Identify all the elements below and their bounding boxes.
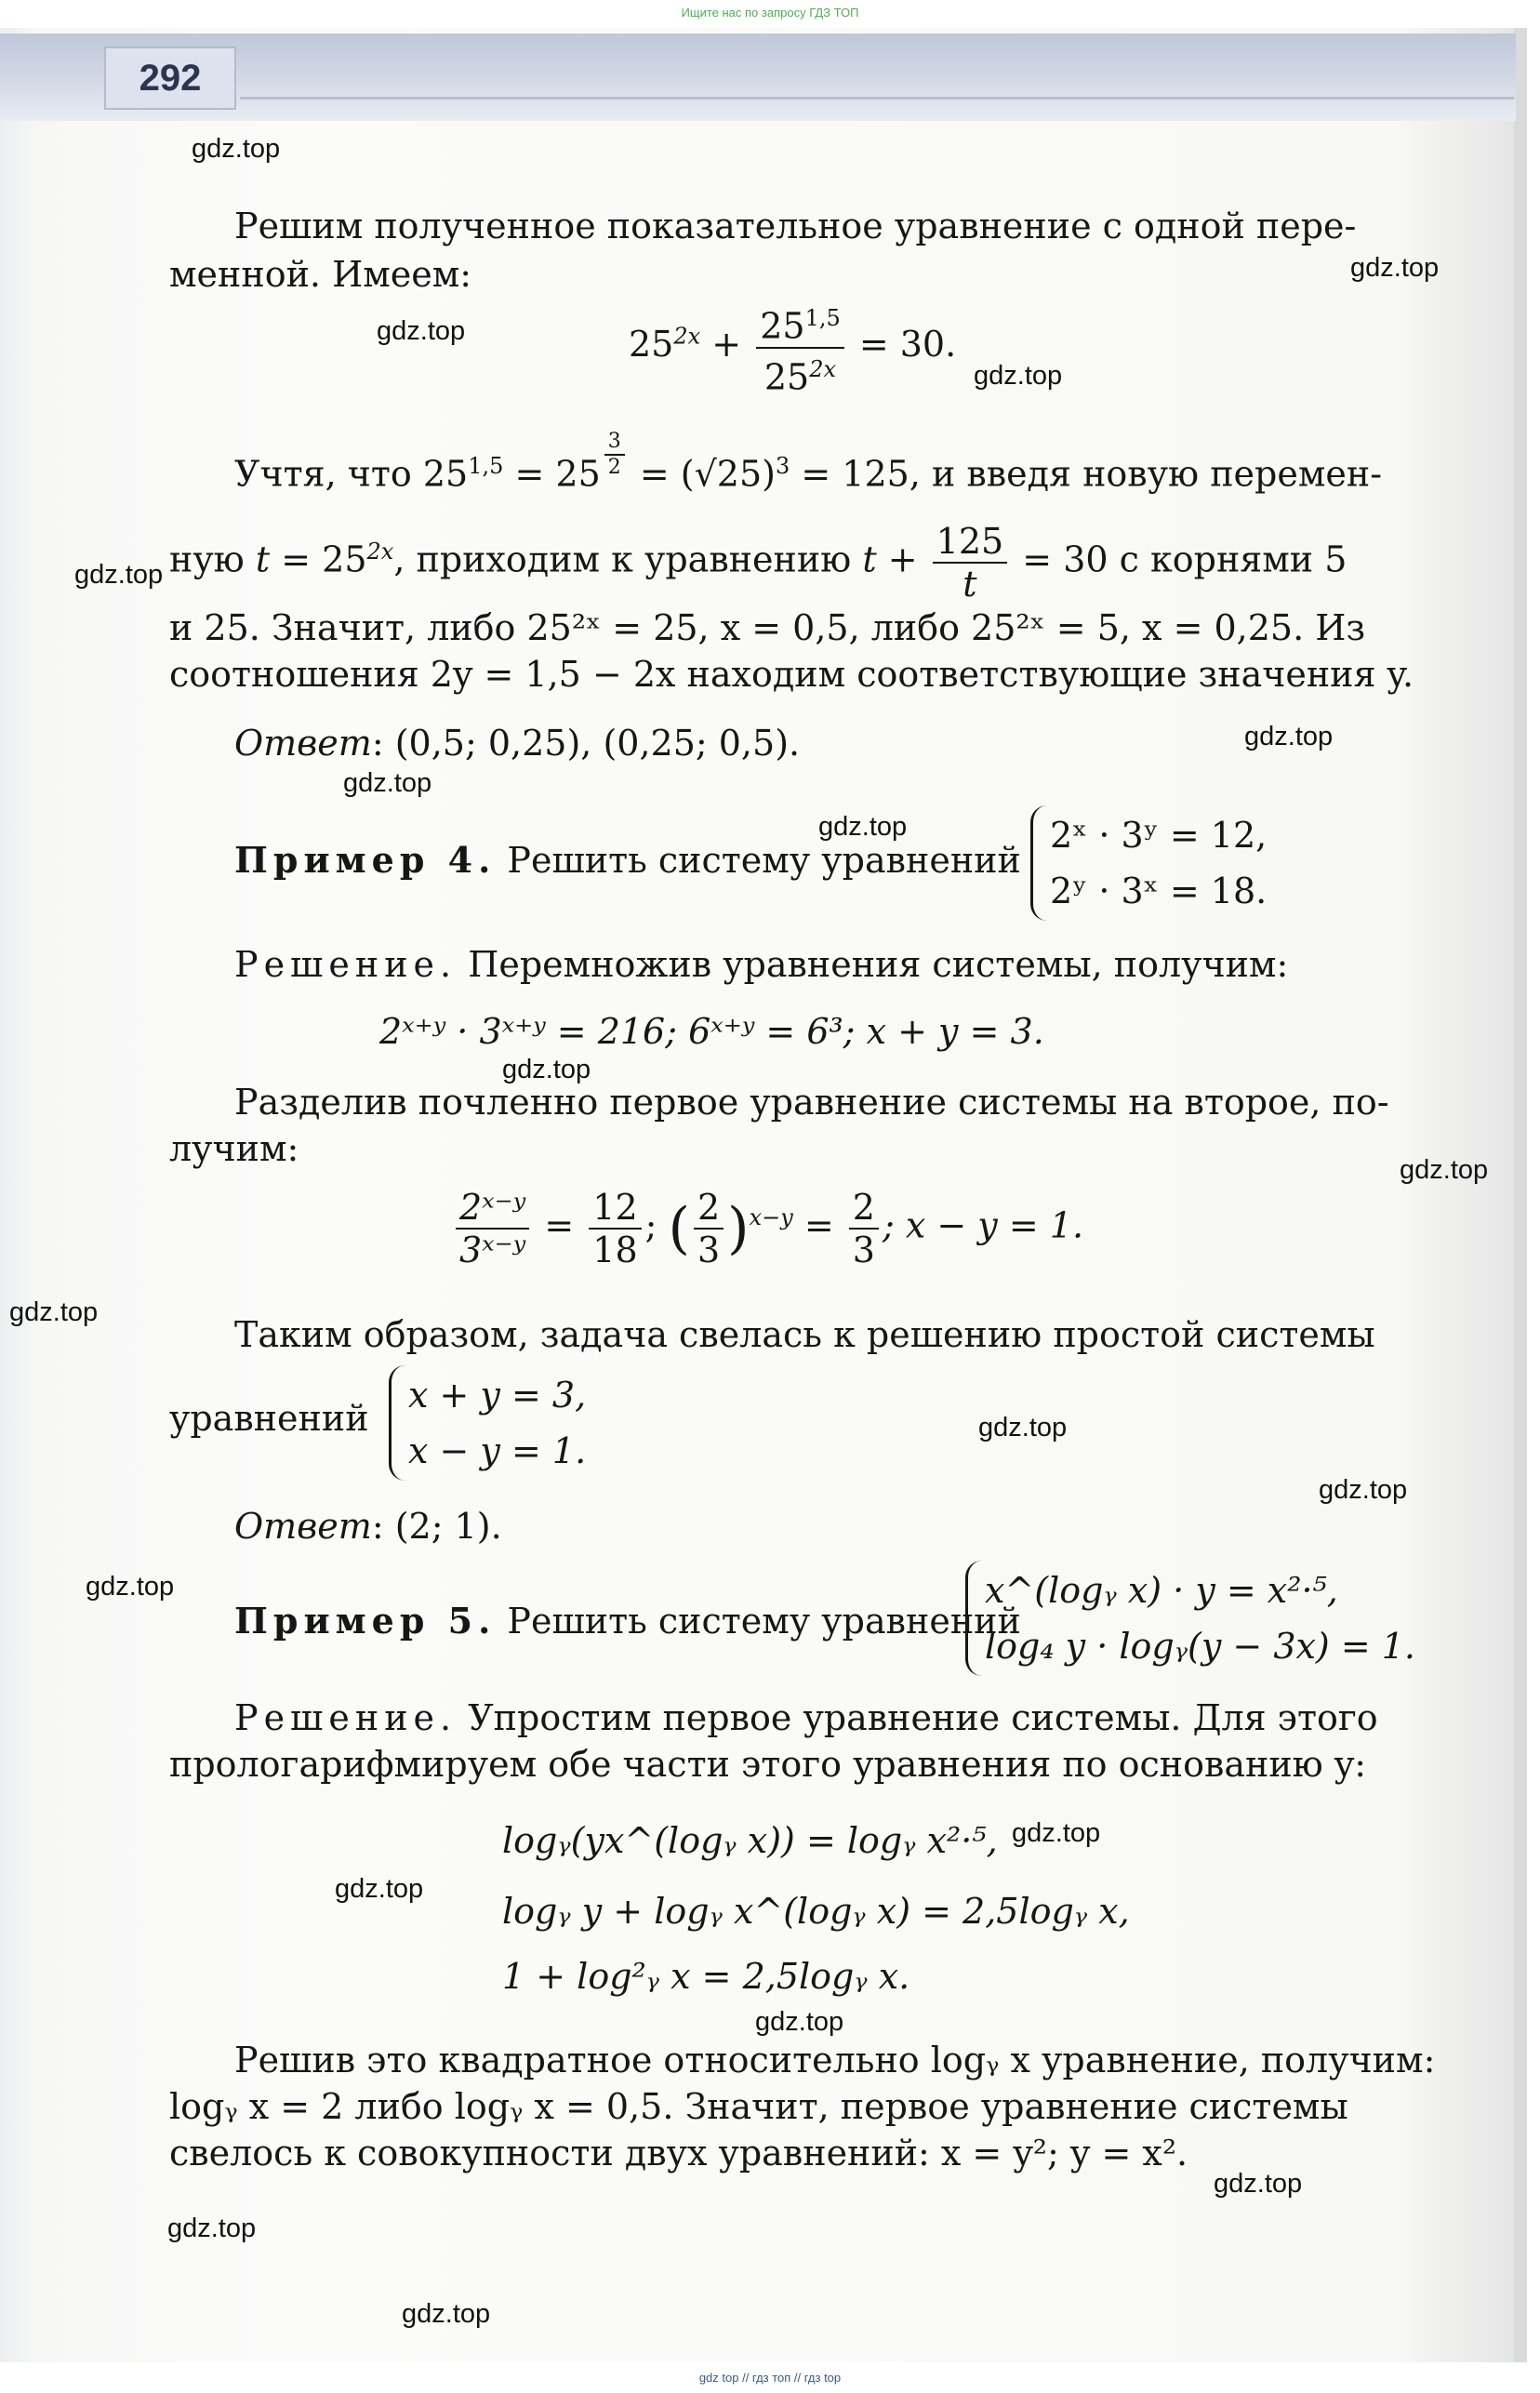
bottom-note: gdz top // гдз топ // гдз top [698,2371,842,2385]
watermark: gdz.top [335,1874,424,1904]
example-5-heading: Пример 5. Решить систему уравнений [234,1600,1021,1642]
solution-4: Решение. Перемножив уравнения системы, получим: [234,944,1289,985]
watermark: gdz.top [167,2214,257,2243]
solution-5: Решение. Упростим первое уравнение системы. Для этого [234,1697,1378,1738]
answer: Ответ: (0,5; 0,25), (0,25; 0,5). [234,723,801,764]
text-line: Таким образом, задача свелась к решению простой системы [234,1314,1375,1355]
watermark: gdz.top [1012,1818,1101,1848]
text-line: и 25. Значит, либо 25²ˣ = 25, x = 0,5, либо 25²ˣ = 5, x = 0,25. Из [169,607,1366,648]
watermark: gdz.top [1350,253,1440,283]
watermark: gdz.top [1319,1475,1408,1505]
text-line: ную $t = 25^{2x}$, приходим к уравнению t + $\frac{125}{t}$ = 30 с корнями 5 [169,521,1348,605]
watermark: gdz.top [1214,2169,1303,2199]
equation: 1 + log²ᵧ x = 2,5logᵧ x. [502,1956,910,1997]
system-ex4: 2ˣ · 3ʸ = 12, 2ʸ · 3ˣ = 18. [1030,805,1267,921]
watermark: gdz.top [192,134,281,164]
system-p3: x + y = 3, x − y = 1. [389,1365,586,1481]
watermark: gdz.top [502,1055,591,1084]
equation: $25^{2x}$ + $\frac{25^{1,5}}{25^{2x}}$ = 30. [629,298,956,397]
watermark: gdz.top [74,560,164,590]
watermark: gdz.top [343,768,432,798]
watermark: gdz.top [402,2299,491,2329]
watermark: gdz.top [755,2007,844,2037]
watermark: gdz.top [974,361,1063,391]
header-divider [240,97,1514,100]
text-line: Решив это квадратное относительно logᵧ x уравнение, получим: [234,2040,1436,2081]
watermark: gdz.top [978,1413,1068,1442]
text-line: Разделив почленно первое уравнение системы на второе, по- [234,1082,1389,1123]
text-line: logᵧ x = 2 либо logᵧ x = 0,5. Значит, первое уравнение системы [169,2086,1348,2127]
top-note: Ищите нас по запросу ГДЗ ТОП [681,6,859,20]
text-line: Решим полученное показательное уравнение с одной пере- [234,206,1357,246]
equation: 2ˣ⁺ʸ · 3ˣ⁺ʸ = 216; 6ˣ⁺ʸ = 6³; x + y = 3. [379,1011,1044,1052]
watermark: gdz.top [9,1297,99,1327]
text-line: Учтя, что 25$^{1,5}$ = 25 $\frac{3}{2}$ = $(√25)^3 = 125$, и введя новую перемен- [234,430,1383,495]
watermark: gdz.top [818,812,908,842]
text-line: прологарифмируем обе части этого уравнения по основанию y: [169,1744,1367,1785]
answer: Ответ: (2; 1). [234,1506,502,1547]
text-line: лучим: [169,1128,299,1169]
page-edge [1514,28,1527,2362]
equation: logᵧ y + logᵧ x^(logᵧ x) = 2,5logᵧ x, [502,1891,1130,1932]
text-line: менной. Имеем: [169,254,472,295]
watermark: gdz.top [377,316,466,346]
text-line: уравнений [169,1398,369,1439]
system-ex5: x^(logᵧ x) · y = x²·⁵, log₄ y · logᵧ(y − 3x) = 1. [965,1561,1415,1676]
text-line: свелось к совокупности двух уравнений: x = y²; y = x². [169,2133,1188,2174]
watermark: gdz.top [1400,1155,1489,1185]
example-4-heading: Пример 4. Решить систему уравнений [234,839,1021,881]
text-line: соотношения 2y = 1,5 − 2x находим соответствующие значения y. [169,654,1414,695]
page-number: 292 [104,47,236,110]
equation: $\frac{\text{2ˣ⁻ʸ}}{\text{3ˣ⁻ʸ}}$ = $\frac{12}{18}$ ; ( $\frac{2}{3}$ )$^{x-y}$ = $\frac{2}{3}$ ; x − y = 1. [452,1187,1083,1270]
watermark: gdz.top [1244,722,1334,751]
equation: logᵧ(yx^(logᵧ x)) = logᵧ x²·⁵, [502,1820,998,1861]
watermark: gdz.top [86,1572,175,1602]
